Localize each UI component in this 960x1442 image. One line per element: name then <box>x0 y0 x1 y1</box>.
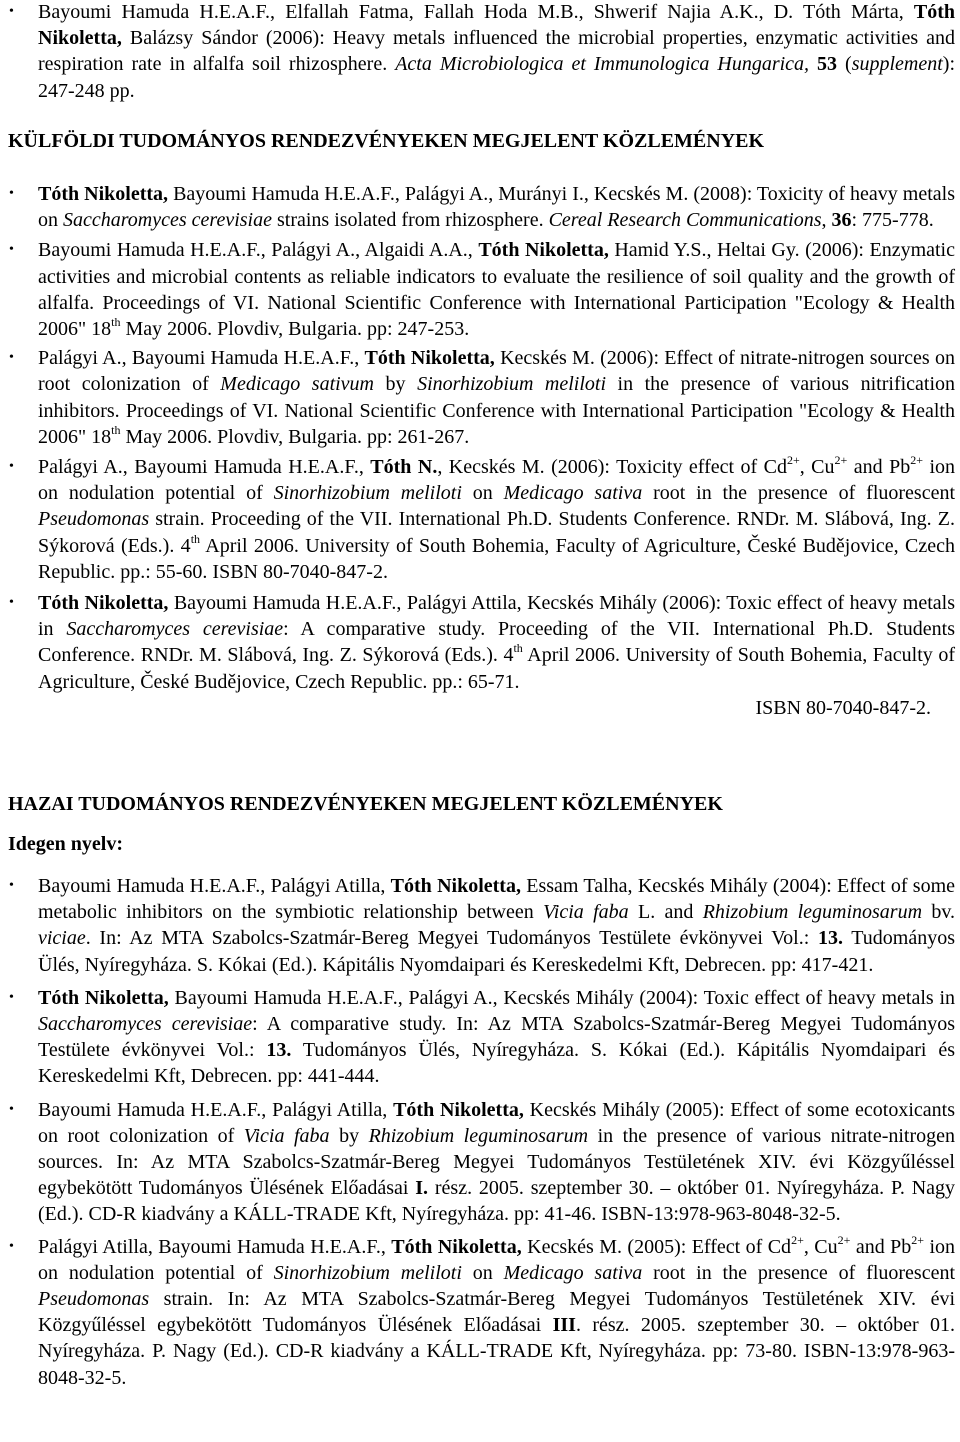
subsection-title: Idegen nyelv: <box>8 833 123 855</box>
list-item <box>0 181 960 233</box>
text-run: Tudományos Ülés, Nyíregyháza. S. Kókai (Ed.). Kápitális Nyomdaipari és Kereskedelmi Kft, Debrecen. pp: 441-444. <box>38 1039 955 1088</box>
superscript: th <box>111 315 121 330</box>
text-run: April 2006. University of South Bohemia, Faculty of Agriculture, České Budějovice, Czech Republic. pp.: 55-60. ISBN 80-7040-847-2. <box>38 534 955 583</box>
italic-text: Acta Microbiologica et Immunologica Hungarica, <box>395 53 810 76</box>
bold-text: Tóth Nikoletta, <box>478 239 609 262</box>
italic-text: Saccharomyces cerevisiae <box>38 1013 253 1036</box>
text-run: ): 247-248 pp. <box>38 53 955 102</box>
superscript: th <box>111 422 121 437</box>
text-run: strain. In: Az MTA Szabolcs-Szatmár-Bereg Megyei Tudományos Testületének XIV. évi Közgyűléssel egybekötött Tudományos Ülésének Előadásai <box>38 1288 955 1337</box>
italic-text: Cereal Research Communications <box>548 209 822 232</box>
text-run: bv. <box>922 901 956 924</box>
text-run: Bayoumi Hamuda H.E.A.F., Palágyi Attila, Kecskés Mihály (2006): Toxic effect of heavy metals in <box>38 592 955 641</box>
bold-text: III <box>552 1314 576 1337</box>
superscript: 2+ <box>910 453 923 468</box>
section-title-domestic: HAZAI TUDOMÁNYOS RENDEZVÉNYEKEN MEGJELENT KÖZLEMÉNYEK <box>8 793 723 815</box>
text-run: in the presence of various nitrate-nitrogen sources. In: Az MTA Szabolcs-Szatmár-Bereg Megyei Tudományos Testületének XIV. évi Közgyűléssel egybekötött Tudományos Ülésének Előadásai <box>38 1124 956 1200</box>
italic-text: Vicia faba <box>243 1124 330 1147</box>
text-run: strains isolated from rhizosphere. <box>271 209 549 232</box>
text-run: : A comparative study. Proceeding of the VII. International Ph.D. Students Conference. RNDr. M. Slábová, Ing. Z. Sýkorová (Eds.). 4 <box>38 618 955 667</box>
bullet-icon: • <box>9 242 14 258</box>
italic-text: Saccharomyces cerevisiae <box>63 209 272 232</box>
reference-text <box>38 1232 956 1389</box>
text-run: Bayoumi Hamuda H.E.A.F., Palágyi Atilla, <box>38 1098 394 1121</box>
text-run: Bayoumi Hamuda H.E.A.F., Palágyi A., Murányi I., Kecskés M. (2008): Toxicity of heavy metals on <box>38 183 956 232</box>
text-run: root in the presence of fluorescent <box>642 482 956 505</box>
text-run <box>809 53 817 75</box>
bullet-icon: • <box>9 878 14 893</box>
bold-text: 53 <box>817 53 838 76</box>
bold-text: Tóth Nikoletta, <box>38 986 169 1009</box>
bullet-icon: • <box>9 1238 14 1254</box>
text-run: root in the presence of fluorescent <box>642 1261 956 1284</box>
bold-text: Tóth Nikoletta, <box>38 1 955 50</box>
text-run: and Pb <box>850 1235 912 1258</box>
text-run: May 2006. Plovdiv, Bulgaria. pp: 261-267. <box>120 425 470 448</box>
bold-text: 36 <box>831 209 852 232</box>
italic-text: viciae <box>38 927 86 950</box>
italic-text: Rhizobium leguminosarum <box>702 901 923 924</box>
text-run: rész. 2005. szeptember 30. – október 01. Nyíregyháza. P. Nagy (Ed.). CD-R kiadvány a KÁLL-TRADE Kft, Nyíregyháza. pp: 41-46. ISBN-13:978-963-8048-32-5. <box>38 1177 956 1226</box>
bold-text: 13. <box>817 927 843 950</box>
text-run: Bayoumi Hamuda H.E.A.F., Palágyi A., Algaidi A.A., <box>38 239 479 262</box>
text-run: on <box>461 482 504 505</box>
text-run: . rész. 2005. szeptember 30. – október 01. Nyíregyháza. P. Nagy (Ed.). CD-R kiadvány a KÁLL-TRADE Kft, Nyíregyháza. pp: 73-80. ISBN-13:978-963-8048-32-5. <box>38 1314 955 1389</box>
text-run: . In: Az MTA Szabolcs-Szatmár-Bereg Megyei Tudományos Testülete évkönyvei Vol.: <box>85 927 818 950</box>
text-run: , Kecskés M. (2006): Toxicity effect of Cd <box>437 456 787 479</box>
list-item <box>0 590 960 721</box>
superscript: th <box>190 531 201 546</box>
list-item <box>0 345 960 450</box>
list-item <box>0 454 960 585</box>
reference-text <box>38 347 955 448</box>
reference-text <box>38 875 955 976</box>
text-run: Tudományos Ülés, Nyíregyháza. S. Kókai (Ed.). Kápitális Nyomdaipari és Kereskedelmi Kft, Debrecen. pp: 417-421. <box>38 927 956 976</box>
bullet-icon: • <box>9 350 14 366</box>
bullet-icon: • <box>9 459 14 475</box>
text-run: strain. Proceeding of the VII. International Ph.D. Students Conference. RNDr. M. Slábová, Ing. Z. Sýkorová (Eds.). 4 <box>38 508 955 557</box>
reference-text <box>38 1 955 102</box>
text-run: Kecskés M. (2005): Effect of Cd <box>521 1235 792 1258</box>
text-run: Bayoumi Hamuda H.E.A.F., Palágyi A., Kecskés Mihály (2004): Toxic effect of heavy metals in <box>168 986 956 1009</box>
superscript: th <box>513 641 523 656</box>
superscript: 2+ <box>786 453 800 468</box>
reference-text <box>38 239 955 340</box>
italic-text: Rhizobium leguminosarum <box>368 1124 589 1147</box>
text-run: , Cu <box>799 456 835 479</box>
text-run: Kecskés Mihály (2005): Effect of some ecotoxicants on root colonization of <box>38 1098 955 1147</box>
bold-text: 13. <box>266 1039 292 1062</box>
list-item <box>0 1234 960 1391</box>
text-run: in the presence of various nitrification inhibitors. Proceedings of VI. National Scientific Conference with International Participation "Ecology & Health 2006" 18 <box>38 373 956 448</box>
bullet-icon: • <box>9 989 14 1005</box>
bold-text: Tóth Nikoletta, <box>390 875 521 897</box>
text-run: April 2006. University of South Bohemia, Faculty of Agriculture, České Budějovice, Czech Republic. pp.: 65-71. <box>38 644 955 693</box>
superscript: 2+ <box>837 1232 851 1247</box>
reference-text <box>38 987 955 1088</box>
list-item <box>0 1097 960 1228</box>
text-run: Essam Talha, Kecskés Mihály (2004): Effect of some metabolic inhibitors on the symbiotic relationship between <box>38 875 956 924</box>
italic-text: Sinorhizobium meliloti <box>417 373 607 396</box>
italic-text: Vicia faba <box>543 901 629 924</box>
text-run: Palágyi A., Bayoumi Hamuda H.E.A.F., <box>38 456 371 479</box>
text-run: , Cu <box>803 1235 838 1258</box>
superscript: 2+ <box>911 1232 925 1247</box>
section-title-foreign: KÜLFÖLDI TUDOMÁNYOS RENDEZVÉNYEKEN MEGJELENT KÖZLEMÉNYEK <box>8 130 765 152</box>
text-run: L. and <box>628 901 703 924</box>
text-run: and Pb <box>847 456 911 479</box>
reference-text <box>38 592 955 693</box>
list-item <box>0 985 960 1090</box>
reference-text <box>38 453 956 583</box>
text-run: ( <box>837 53 852 76</box>
domestic-publication-list <box>0 873 960 1391</box>
text-run: Bayoumi Hamuda H.E.A.F., Palágyi Atilla, <box>38 875 391 897</box>
italic-text: Sinorhizobium meliloti <box>273 1261 462 1284</box>
intro-reference <box>0 0 960 104</box>
bullet-icon: • <box>9 1101 14 1117</box>
italic-text: supplement <box>851 53 943 76</box>
bold-text: Tóth Nikoletta, <box>38 183 169 205</box>
text-run: : 775-778. <box>851 209 934 232</box>
list-item <box>0 237 960 342</box>
italic-text: Pseudomonas <box>38 508 150 531</box>
italic-text: Pseudomonas <box>38 1288 150 1311</box>
superscript: 2+ <box>791 1232 804 1247</box>
bold-text: Tóth Nikoletta, <box>364 347 495 370</box>
text-run: by <box>374 373 418 396</box>
text-run: Bayoumi Hamuda H.E.A.F., Elfallah Fatma, Fallah Hoda M.B., Shwerif Najia A.K., D. Tóth Márta, <box>38 1 914 23</box>
italic-text: Medicago sativa <box>503 1261 643 1284</box>
bold-text: Tóth Nikoletta, <box>38 592 169 615</box>
isbn-line: ISBN 80-7040-847-2. <box>755 696 931 719</box>
text-run: , <box>821 209 832 232</box>
bullet-icon: • <box>9 4 14 19</box>
foreign-publication-list <box>0 181 960 721</box>
text-run: on <box>461 1261 504 1284</box>
bold-text: Tóth Nikoletta, <box>393 1098 524 1121</box>
italic-text: Medicago sativum <box>220 373 375 396</box>
italic-text: Sinorhizobium meliloti <box>273 482 462 505</box>
superscript: 2+ <box>834 453 848 468</box>
text-run: ion on nodulation potential of <box>38 456 956 505</box>
bold-text: Tóth Nikoletta, <box>391 1235 522 1258</box>
text-run: May 2006. Plovdiv, Bulgaria. pp: 247-253. <box>120 318 470 341</box>
bullet-icon: • <box>9 186 14 201</box>
reference-text <box>38 183 955 231</box>
text-run: Palágyi Atilla, Bayoumi Hamuda H.E.A.F., <box>38 1235 392 1258</box>
text-run: Kecskés M. (2006): Effect of nitrate-nitrogen sources on root colonization of <box>38 347 955 396</box>
text-run: Hamid Y.S., Heltai Gy. (2006): Enzymatic activities and microbial contents as reliable indicators to evaluate the resilience of soil quality and the growth of alfalfa. Proceedings of VI. National Scientific Conference with International Participation "Ecology & Health 2006" 18 <box>38 239 955 341</box>
list-item <box>0 873 960 978</box>
italic-text: Saccharomyces cerevisiae <box>66 618 284 641</box>
text-run: Palágyi A., Bayoumi Hamuda H.E.A.F., <box>38 347 365 370</box>
text-run: ion on nodulation potential of <box>38 1235 956 1284</box>
text-run: Balázsy Sándor (2006): Heavy metals influenced the microbial properties, enzymatic activities and respiration rate in alfalfa soil rhizosphere. <box>38 27 955 76</box>
bold-text: I. <box>415 1177 429 1200</box>
italic-text: Medicago sativa <box>503 482 643 505</box>
text-run: by <box>329 1124 369 1147</box>
text-run: : A comparative study. In: Az MTA Szabolcs-Szatmár-Bereg Megyei Tudományos Testülete évkönyvei Vol.: <box>38 1013 955 1062</box>
bold-text: Tóth N. <box>370 456 438 479</box>
reference-text <box>38 1099 955 1226</box>
bullet-icon: • <box>9 595 14 611</box>
